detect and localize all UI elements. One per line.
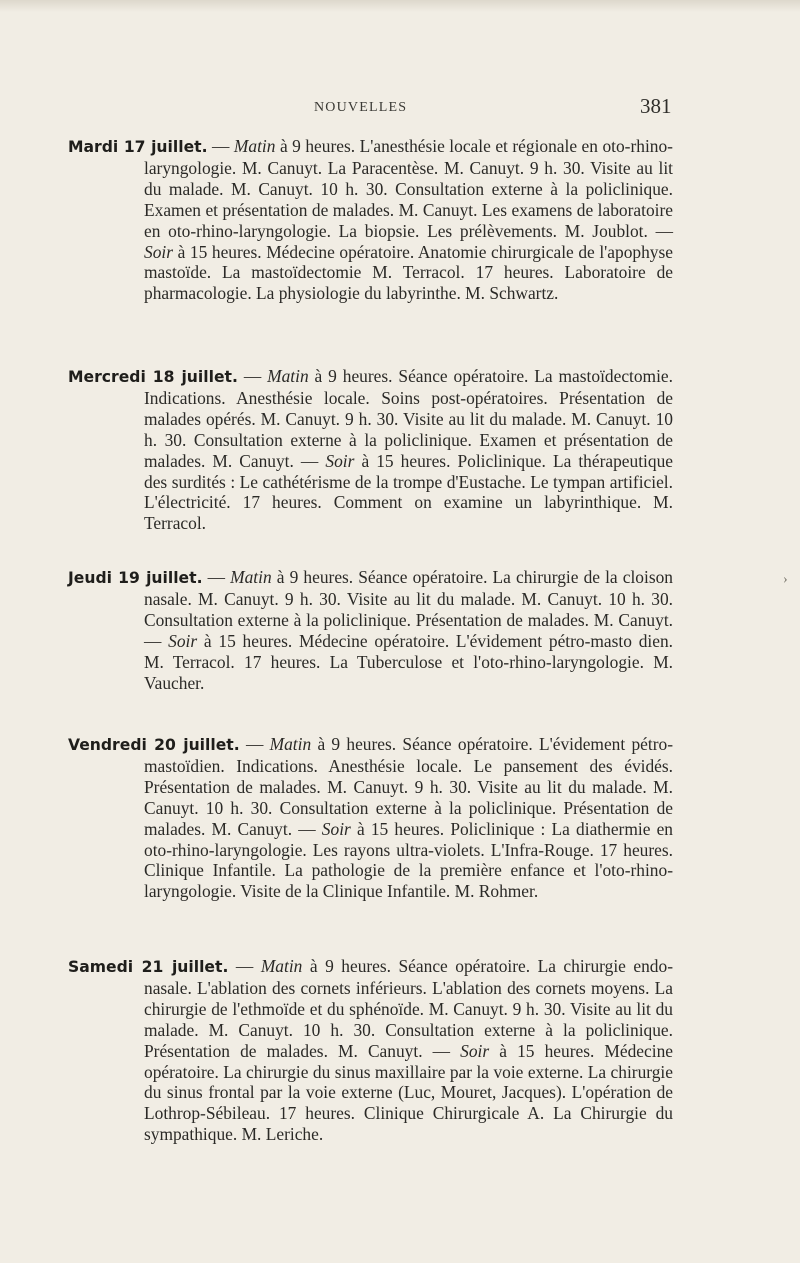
evening-text: à 15 heures. Médecine opératoire. Anatomie chirurgicale de l'apophyse mastoïde. La mastoïdectomie M. Terracol. 17 heures. Laboratoire de pharmacologie. La physiologie du labyrinthe. M. Schwartz. [144, 241, 673, 304]
page-edge-shadow [0, 0, 800, 12]
day-heading: Vendredi 20 juillet. [68, 736, 240, 754]
dash: — [212, 136, 230, 156]
morning-text: à 9 heures. Séance opératoire. La mastoïdectomie. Indications. Anesthésie locale. Soins post-opératoires. Présentation de malades opérés. M. Canuyt. 9 h. 30. Visite au lit du malade. M. Canuyt. 10 h. 30. Consultation externe à la policlinique. Examen et présentation de malades. M. Canuyt. — [144, 366, 673, 471]
entry-paragraph [68, 366, 673, 534]
schedule-entry-mardi [68, 136, 673, 304]
entry-paragraph [68, 734, 673, 902]
evening-label: Soir [325, 450, 355, 471]
evening-label: Soir [168, 630, 198, 651]
evening-text: à 15 heures. Policlinique : La diathermie en oto-rhino-laryngologie. Les rayons ultra-violets. L'Infra-Rouge. 17 heures. Clinique Infantile. La pathologie de la première enfance et l'oto-rhino-laryngologie. Visite de la Clinique Infantile. M. Rohmer. [144, 818, 673, 902]
day-heading: Samedi 21 juillet. [68, 958, 229, 976]
page-number: 381 [640, 94, 672, 118]
evening-label: Soir [460, 1040, 490, 1061]
dash: — [245, 734, 264, 754]
morning-text: à 9 heures. Séance opératoire. La chirurgie de la cloison nasale. M. Canuyt. 9 h. 30. Visite au lit du malade. M. Canuyt. 10 h. 30. Consultation externe à la policlinique. Présentation de malades. M. Canuyt. — [144, 567, 673, 651]
evening-label: Soir [321, 818, 351, 839]
day-heading: Mardi 17 juillet. [68, 138, 208, 156]
dash: — [207, 567, 226, 587]
day-heading: Jeudi 19 juillet. [68, 569, 203, 587]
schedule-entry-jeudi [68, 567, 673, 693]
entry-paragraph [68, 567, 673, 693]
dash: — [235, 956, 254, 976]
evening-text: à 15 heures. Policlinique. La thérapeutique des surdités : Le cathétérisme de la trompe d'Eustache. Le tympan artificiel. L'électricité. 17 heures. Comment on examine un labyrinthique. M. Terracol. [144, 450, 673, 534]
morning-text: à 9 heures. Séance opératoire. L'évidement pétro-mastoïdien. Indications. Anesthésie locale. Le pansement des évidés. Présentation de malades. M. Canuyt. 9 h. 30. Visite au lit du malade. M. Canuyt. 10 h. 30. Consultation externe à la policlinique. Présentation de malades. M. Canuyt. — [144, 734, 673, 839]
schedule-entry-samedi [68, 956, 673, 1145]
morning-label: Matin [269, 734, 312, 754]
evening-label: Soir [144, 241, 173, 262]
evening-text: à 15 heures. Médecine opératoire. L'évidement pétro-masto dien. M. Terracol. 17 heures. La Tuberculose et l'oto-rhino-laryngologie. M. Vaucher. [144, 630, 673, 693]
morning-label: Matin [233, 136, 276, 156]
day-heading: Mercredi 18 juillet. [68, 368, 238, 386]
margin-mark: › [783, 572, 788, 587]
morning-label: Matin [260, 956, 303, 976]
evening-text: à 15 heures. Médecine opératoire. La chirurgie du sinus maxillaire par la voie externe. La chirurgie du sinus frontal par la voie externe (Luc, Mouret, Jacques). L'opération de Lothrop-Sébileau. 17 heures. Clinique Chirurgicale A. La Chirurgie du sympathique. M. Leriche. [144, 1040, 673, 1145]
morning-text: à 9 heures. Séance opératoire. La chirurgie endo-nasale. L'ablation des cornets inférieurs. L'ablation des cornets moyens. La chirurgie de l'ethmoïde et du sphénoïde. M. Canuyt. 9 h. 30. Visite au lit du malade. M. Canuyt. 10 h. 30. Consultation externe à la policlinique. Présentation de malades. M. Canuyt. — [144, 956, 673, 1061]
schedule-entry-mercredi [68, 366, 673, 534]
entry-paragraph [68, 956, 673, 1145]
morning-label: Matin [230, 567, 272, 587]
morning-text: à 9 heures. L'anesthésie locale et régionale en oto-rhino-laryngologie. M. Canuyt. La Paracentèse. M. Canuyt. 9 h. 30. Visite au lit du malade. M. Canuyt. 10 h. 30. Consultation externe à la policlinique. Examen et présentation de malades. M. Canuyt. Les examens de laboratoire en oto-rhino-laryngologie. La biopsie. Les prélèvements. M. Joublot. — [144, 136, 673, 241]
entry-paragraph [68, 136, 673, 304]
running-head: NOUVELLES [314, 100, 408, 115]
dash: — [243, 366, 262, 386]
schedule-entry-vendredi [68, 734, 673, 902]
morning-label: Matin [267, 366, 309, 386]
page-header [0, 94, 800, 124]
